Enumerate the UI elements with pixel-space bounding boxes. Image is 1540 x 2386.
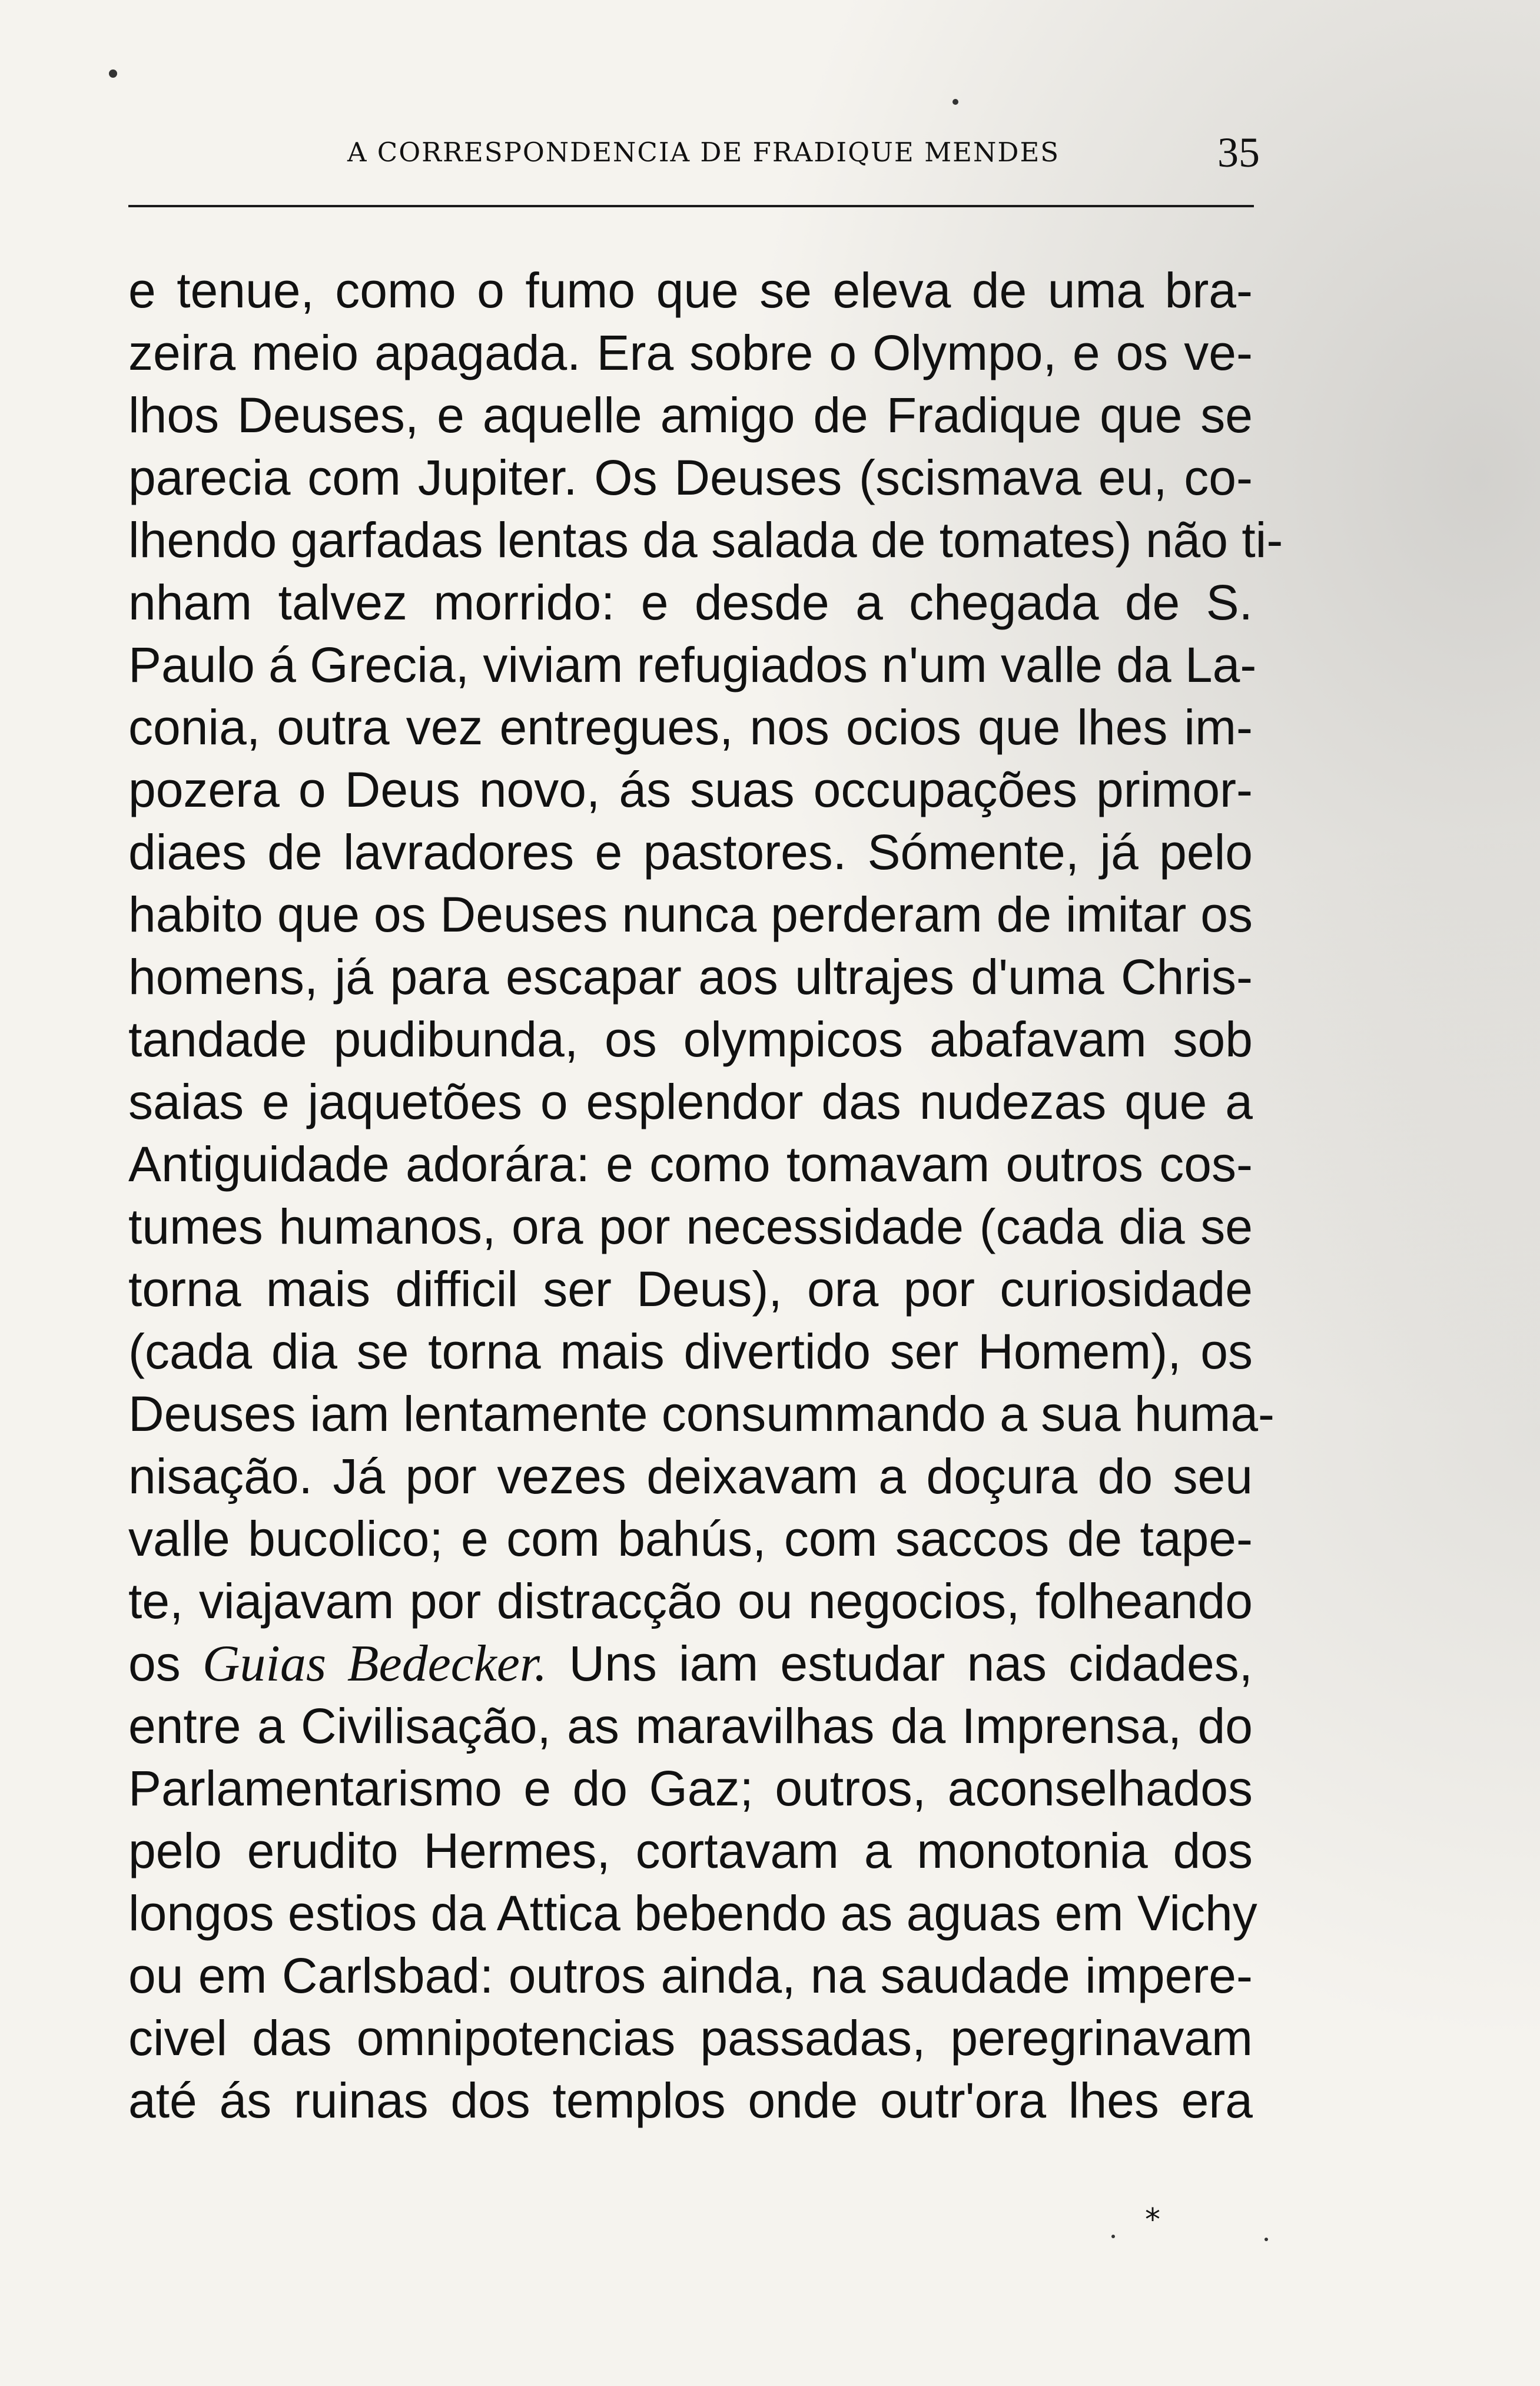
running-title: A CORRESPONDENCIA DE FRADIQUE MENDES (347, 137, 1060, 168)
italic-title: Guias Bedecker. (202, 1635, 547, 1692)
text-line: te, viajavam por distracção ou negocios, folheando (128, 1573, 1253, 1629)
body-text (128, 259, 1283, 2132)
text-line: parecia com Jupiter. Os Deuses (scismava eu, co- (128, 450, 1253, 505)
text-line: nham talvez morrido: e desde a chegada de S. (128, 575, 1253, 630)
text-line: e tenue, como o fumo que se eleva de uma bra- (128, 263, 1253, 318)
text-line: saias e jaquetões o esplendor das nudezas que a (128, 1074, 1253, 1129)
text-line: zeira meio apagada. Era sobre o Olympo, e os ve- (128, 325, 1253, 380)
text-line: até ás ruinas dos templos onde outr'ora lhes era (128, 2073, 1253, 2128)
text-line: (cada dia se torna mais divertido ser Homem), os (128, 1324, 1253, 1379)
text-line: pozera o Deus novo, ás suas occupações primor- (128, 762, 1253, 817)
text-line: ou em Carlsbad: outros ainda, na saudade impere- (128, 1948, 1253, 2003)
text-line: Deuses iam lentamente consummando a sua huma- (128, 1386, 1275, 1441)
text-line: nisação. Já por vezes deixavam a doçura do seu (128, 1449, 1253, 1504)
text-line: lhos Deuses, e aquelle amigo de Fradique que se (128, 387, 1253, 443)
text-line: conia, outra vez entregues, nos ocios que lhes im- (128, 700, 1253, 755)
text-line: tandade pudibunda, os olympicos abafavam sob (128, 1012, 1253, 1067)
text-line: habito que os Deuses nunca perderam de imitar os (128, 887, 1253, 942)
text-line-with-italic (128, 1632, 1253, 1695)
header-rule (128, 205, 1254, 207)
page-header (347, 128, 1266, 181)
text-line: Paulo á Grecia, viviam refugiados n'um valle da La- (128, 637, 1257, 692)
text-line: longos estios da Attica bebendo as aguas em Vichy (128, 1885, 1257, 1941)
signature-mark: * (1145, 2202, 1160, 2238)
text-line: Parlamentarismo e do Gaz; outros, aconselhados (128, 1761, 1253, 1816)
text-line: torna mais difficil ser Deus), ora por curiosidade (128, 1261, 1253, 1317)
line-text-before: os (128, 1636, 203, 1691)
text-line: lhendo garfadas lentas da salada de tomates) não ti- (128, 512, 1283, 568)
print-speck (1264, 2238, 1268, 2241)
text-line: Antiguidade adorára: e como tomavam outros cos- (128, 1136, 1253, 1192)
text-line: tumes humanos, ora por necessidade (cada dia se (128, 1199, 1253, 1254)
text-line: homens, já para escapar aos ultrajes d'uma Chris- (128, 949, 1253, 1005)
print-speck (952, 99, 958, 105)
page-number: 35 (1217, 129, 1260, 176)
text-line: pelo erudito Hermes, cortavam a monotonia dos (128, 1823, 1253, 1878)
print-speck (1111, 2235, 1115, 2238)
text-line: diaes de lavradores e pastores. Sómente, já pelo (128, 824, 1253, 880)
print-speck (109, 69, 117, 78)
text-line: valle bucolico; e com bahús, com saccos de tape- (128, 1511, 1253, 1566)
text-line: entre a Civilisação, as maravilhas da Imprensa, do (128, 1698, 1253, 1754)
text-line: civel das omnipotencias passadas, peregrinavam (128, 2010, 1253, 2066)
line-text-after: Uns iam estudar nas cidades, (547, 1636, 1253, 1691)
